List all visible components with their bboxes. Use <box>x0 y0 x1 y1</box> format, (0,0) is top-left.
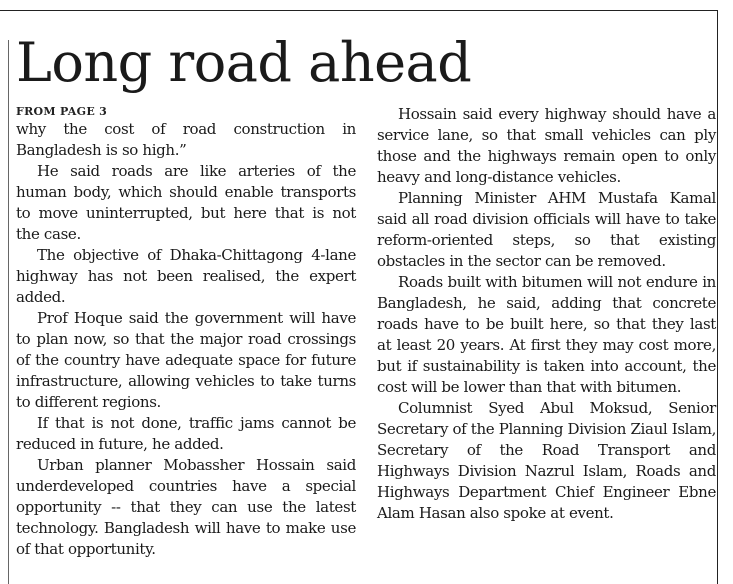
paragraph: Planning Minister AHM Mustafa Kamal said all road division officials will have to take reform-oriented steps, so that existing obstacles in the sector can be removed. <box>377 189 716 270</box>
paragraph: Prof Hoque said the government will have to plan now, so that the major road crossings of the country have adequate space for future infrastructure, allowing vehicles to take turns to different regions. <box>16 309 356 411</box>
paragraph: The objective of Dhaka-Chittagong 4-lane highway has not been realised, the expert added. <box>16 246 356 306</box>
paragraph: He said roads are like arteries of the human body, which should enable transports to move uninterrupted, but here that is not the case. <box>16 162 356 243</box>
left-border-rule <box>8 40 9 584</box>
right-column <box>377 104 716 524</box>
continuation-label: FROM PAGE 3 <box>16 105 108 118</box>
paragraph: Urban planner Mobassher Hossain said underdeveloped countries have a special opportunity -- that they can use the latest technology. Bangladesh will have to make use of that opportunity. <box>16 456 356 558</box>
left-column <box>16 105 356 560</box>
paragraph: Hossain said every highway should have a service lane, so that small vehicles can ply those and the highways remain open to only heavy and long-distance vehicles. <box>377 105 716 186</box>
paragraph: Roads built with bitumen will not endure in Bangladesh, he said, adding that concrete roads have to be built here, so that they last at least 20 years. At first they may cost more, but if sustainability is taken into account, the cost will be lower than that with bitumen. <box>377 273 716 396</box>
paragraph: Columnist Syed Abul Moksud, Senior Secretary of the Planning Division Ziaul Islam, Secretary of the Road Transport and Highways Division Nazrul Islam, Roads and Highways Department Chief Engineer Ebne Alam Hasan also spoke at event. <box>377 399 716 522</box>
paragraph: If that is not done, traffic jams cannot be reduced in future, he added. <box>16 414 356 453</box>
paragraph: why the cost of road construction in Bangladesh is so high.” <box>16 120 356 159</box>
top-border-rule <box>0 10 718 11</box>
right-border-rule <box>717 10 718 584</box>
headline: Long road ahead <box>16 31 472 94</box>
